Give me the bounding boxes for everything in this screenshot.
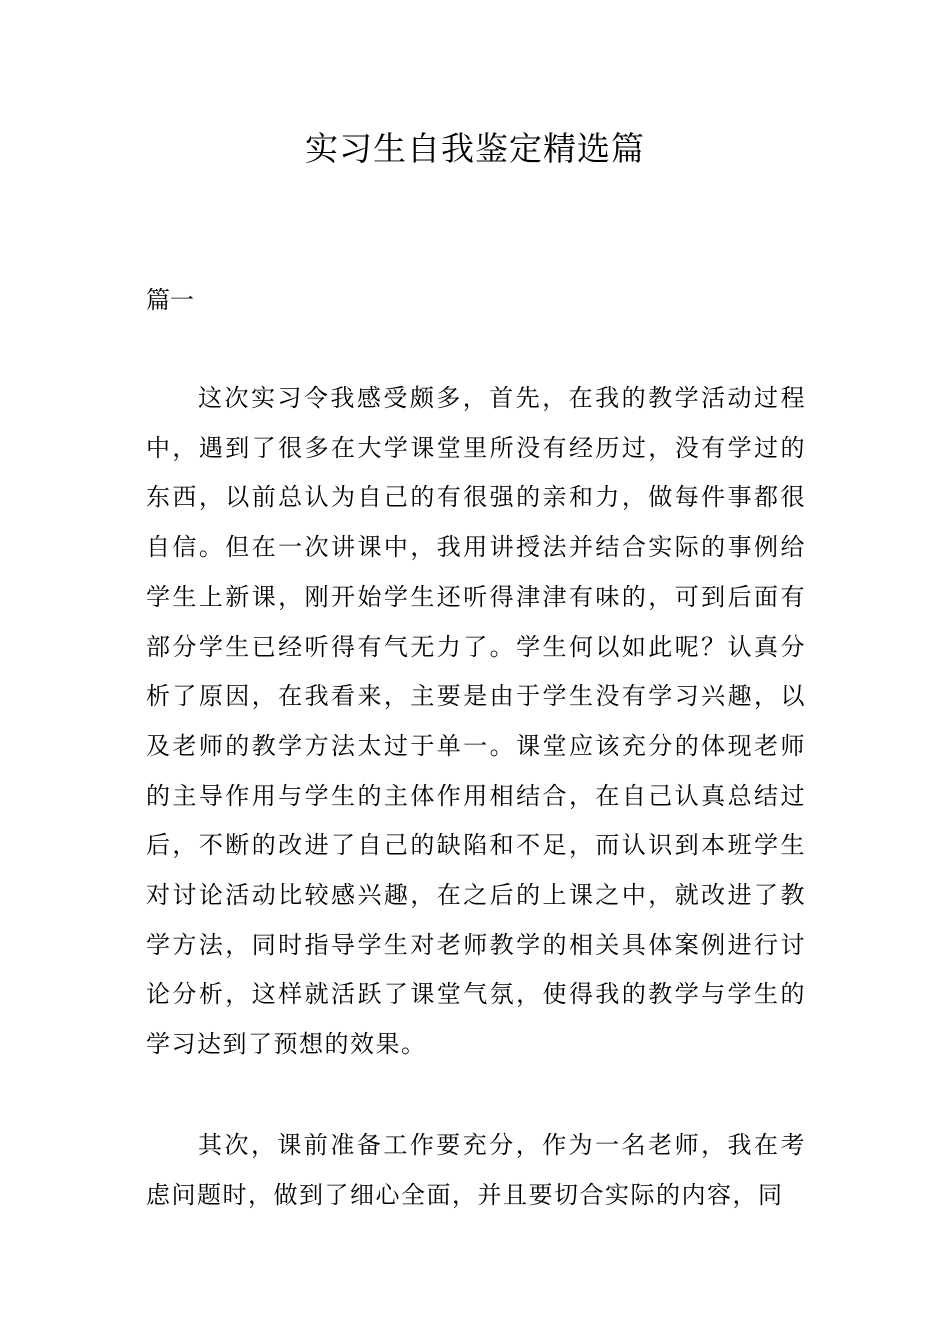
paragraph-2: 其次，课前准备工作要充分，作为一名老师，我在考虑问题时，做到了细心全面，并且要切合实际的内容，同 — [146, 1131, 806, 1209]
section-heading: 篇一 — [146, 286, 194, 314]
paragraph-1: 这次实习令我感受颇多，首先，在我的教学活动过程中，遇到了很多在大学课堂里所没有经历过，没有学过的东西，以前总认为自己的有很强的亲和力，做每件事都很自信。但在一次讲课中，我用讲授法并结合实际的事例给学生上新课，刚开始学生还听得津津有味的，可到后面有部分学生已经听得有气无力了。学生何以如此呢？认真分析了原因，在我看来，主要是由于学生没有学习兴趣，以及老师的教学方法太过于单一。课堂应该充分的体现老师的主导作用与学生的主体作用相结合，在自己认真总结过后，不断的改进了自己的缺陷和不足，而认识到本班学生对讨论活动比较感兴趣，在之后的上课之中，就改进了教学方法，同时指导学生对老师教学的相关具体案例进行讨论分析，这样就活跃了课堂气氛，使得我的教学与学生的学习达到了预想的效果。 — [146, 384, 806, 1059]
document-title: 实习生自我鉴定精选篇 — [305, 129, 645, 168]
